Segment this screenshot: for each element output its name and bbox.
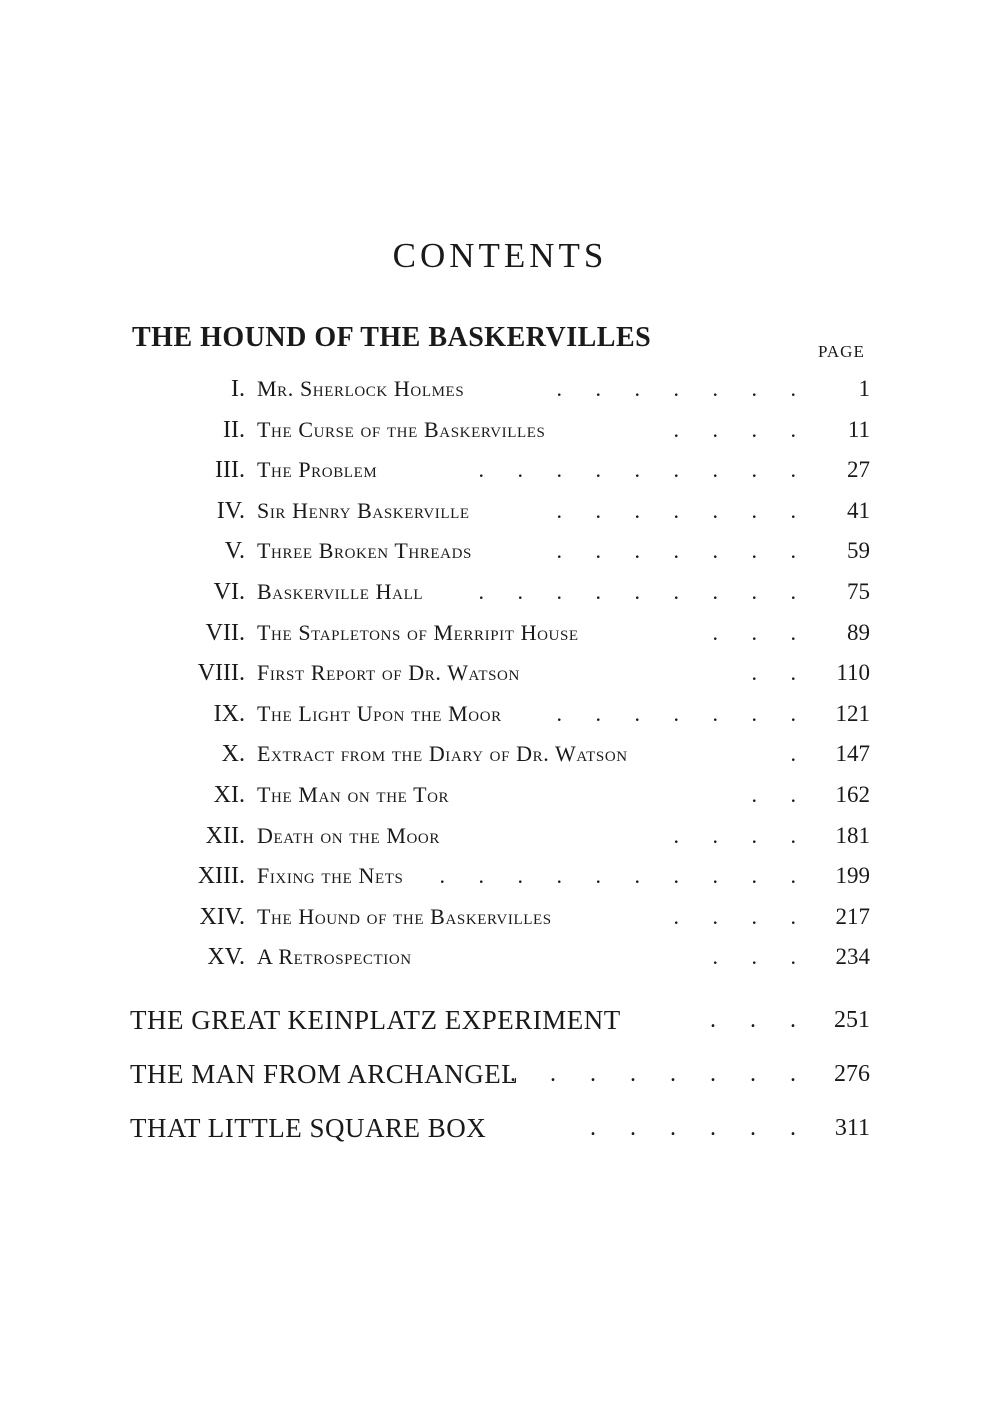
chapter-entry[interactable] <box>0 370 1000 411</box>
chapter-number: VIII. <box>197 660 245 687</box>
chapter-page-number: 75 <box>847 578 870 604</box>
chapter-page-number: 1 <box>858 376 870 401</box>
chapter-entry[interactable] <box>0 532 1000 573</box>
chapter-title[interactable]: Extract from the Diary of Dr. Watson <box>257 741 628 767</box>
page-title: CONTENTS <box>392 236 608 275</box>
chapter-title[interactable]: First Report of Dr. Watson <box>257 660 520 686</box>
chapter-number: VII. <box>205 619 245 646</box>
chapter-title[interactable]: Fixing the Nets <box>257 863 404 889</box>
chapter-entry[interactable] <box>0 451 1000 492</box>
chapter-entry[interactable] <box>0 857 1000 898</box>
chapter-title[interactable]: Sir Henry Baskerville <box>257 497 470 523</box>
dot-leader: . . . . <box>673 903 810 929</box>
dot-leader: . . . . . . . <box>556 497 810 523</box>
chapter-number: X. <box>221 741 245 768</box>
chapter-entry[interactable] <box>0 614 1000 655</box>
story-title[interactable]: THE GREAT KEINPLATZ EXPERIMENT <box>130 1005 621 1035</box>
chapter-page-number: 110 <box>836 660 870 686</box>
chapter-title[interactable]: Three Broken Threads <box>257 538 472 564</box>
story-page-number: 311 <box>834 1115 870 1141</box>
chapter-number: I. <box>231 376 245 402</box>
chapter-number: V. <box>224 538 245 565</box>
chapter-number: VI. <box>213 578 245 605</box>
dot-leader: . . . <box>712 944 810 970</box>
story-title[interactable]: THE MAN FROM ARCHANGEL <box>130 1059 519 1089</box>
chapter-title[interactable]: The Problem <box>257 457 378 483</box>
dot-leader: . . . . <box>673 416 810 442</box>
story-title[interactable]: THAT LITTLE SQUARE BOX <box>130 1113 487 1143</box>
chapter-title[interactable]: A Retrospection <box>257 944 412 970</box>
dot-leader: . . . . <box>673 822 810 848</box>
dot-leader: . . . . . . . . . <box>478 457 810 483</box>
chapter-title[interactable]: The Man on the Tor <box>257 781 450 807</box>
chapter-page-number: 199 <box>835 863 870 889</box>
chapter-title[interactable]: The Curse of the Baskervilles <box>257 416 546 442</box>
chapter-entry[interactable] <box>0 573 1000 614</box>
dot-leader: . . . . . . . <box>556 538 810 564</box>
chapter-entry[interactable] <box>0 776 1000 817</box>
page-column-label: PAGE <box>818 342 865 361</box>
dot-leader: . . . . . . . . <box>510 1061 810 1087</box>
chapter-number: XII. <box>205 822 245 849</box>
chapter-number: III. <box>215 457 245 484</box>
chapter-entry[interactable] <box>0 898 1000 939</box>
chapter-title[interactable]: Baskerville Hall <box>257 578 424 604</box>
story-list <box>0 1000 1000 1162</box>
chapter-page-number: 162 <box>835 781 870 807</box>
chapter-entry[interactable] <box>0 411 1000 452</box>
dot-leader: . . . <box>710 1007 810 1033</box>
dot-leader: . . . . . . . <box>556 700 810 726</box>
chapter-number: XIV. <box>199 903 245 930</box>
dot-leader: . . . . . . . . . <box>478 578 810 604</box>
chapter-page-number: 89 <box>847 619 870 645</box>
chapter-page-number: 41 <box>847 497 870 523</box>
dot-leader: . . <box>751 781 810 807</box>
chapter-title[interactable]: Mr. Sherlock Holmes <box>257 376 465 401</box>
chapter-title[interactable]: Death on the Moor <box>257 822 440 848</box>
chapter-page-number: 234 <box>835 944 870 970</box>
chapter-entry[interactable] <box>0 735 1000 776</box>
chapter-entry[interactable] <box>0 654 1000 695</box>
dot-leader: . . . . . . . <box>556 376 810 401</box>
chapter-number: IV. <box>216 497 245 524</box>
chapter-title[interactable]: The Light Upon the Moor <box>257 700 502 726</box>
chapter-page-number: 217 <box>835 903 870 929</box>
dot-leader: . <box>790 741 810 767</box>
dot-leader: . . . <box>712 619 810 645</box>
chapter-list <box>0 370 1000 979</box>
chapter-entry[interactable] <box>0 492 1000 533</box>
chapter-number: XV. <box>207 944 245 971</box>
chapter-entry[interactable] <box>0 817 1000 858</box>
book-heading: THE HOUND OF THE BASKERVILLES <box>132 322 652 353</box>
chapter-number: II. <box>223 416 245 443</box>
chapter-page-number: 121 <box>835 700 870 726</box>
story-entry[interactable] <box>0 1000 1000 1054</box>
chapter-page-number: 59 <box>847 538 870 564</box>
dot-leader: . . . . . . <box>590 1115 810 1141</box>
chapter-page-number: 27 <box>847 457 870 483</box>
chapter-number: XIII. <box>197 863 245 890</box>
story-page-number: 276 <box>834 1061 870 1087</box>
chapter-entry[interactable] <box>0 938 1000 979</box>
chapter-number: IX. <box>213 700 245 727</box>
chapter-page-number: 11 <box>847 416 870 442</box>
dot-leader: . . <box>751 660 810 686</box>
story-entry[interactable] <box>0 1054 1000 1108</box>
story-entry[interactable] <box>0 1108 1000 1162</box>
dot-leader: . . . . . . . . . . <box>439 863 810 889</box>
story-page-number: 251 <box>834 1007 870 1033</box>
chapter-title[interactable]: The Hound of the Baskervilles <box>257 903 552 929</box>
chapter-title[interactable]: The Stapletons of Merripit House <box>257 619 579 645</box>
chapter-page-number: 147 <box>835 741 870 767</box>
chapter-entry[interactable] <box>0 695 1000 736</box>
chapter-number: XI. <box>213 781 245 808</box>
chapter-page-number: 181 <box>835 822 870 848</box>
